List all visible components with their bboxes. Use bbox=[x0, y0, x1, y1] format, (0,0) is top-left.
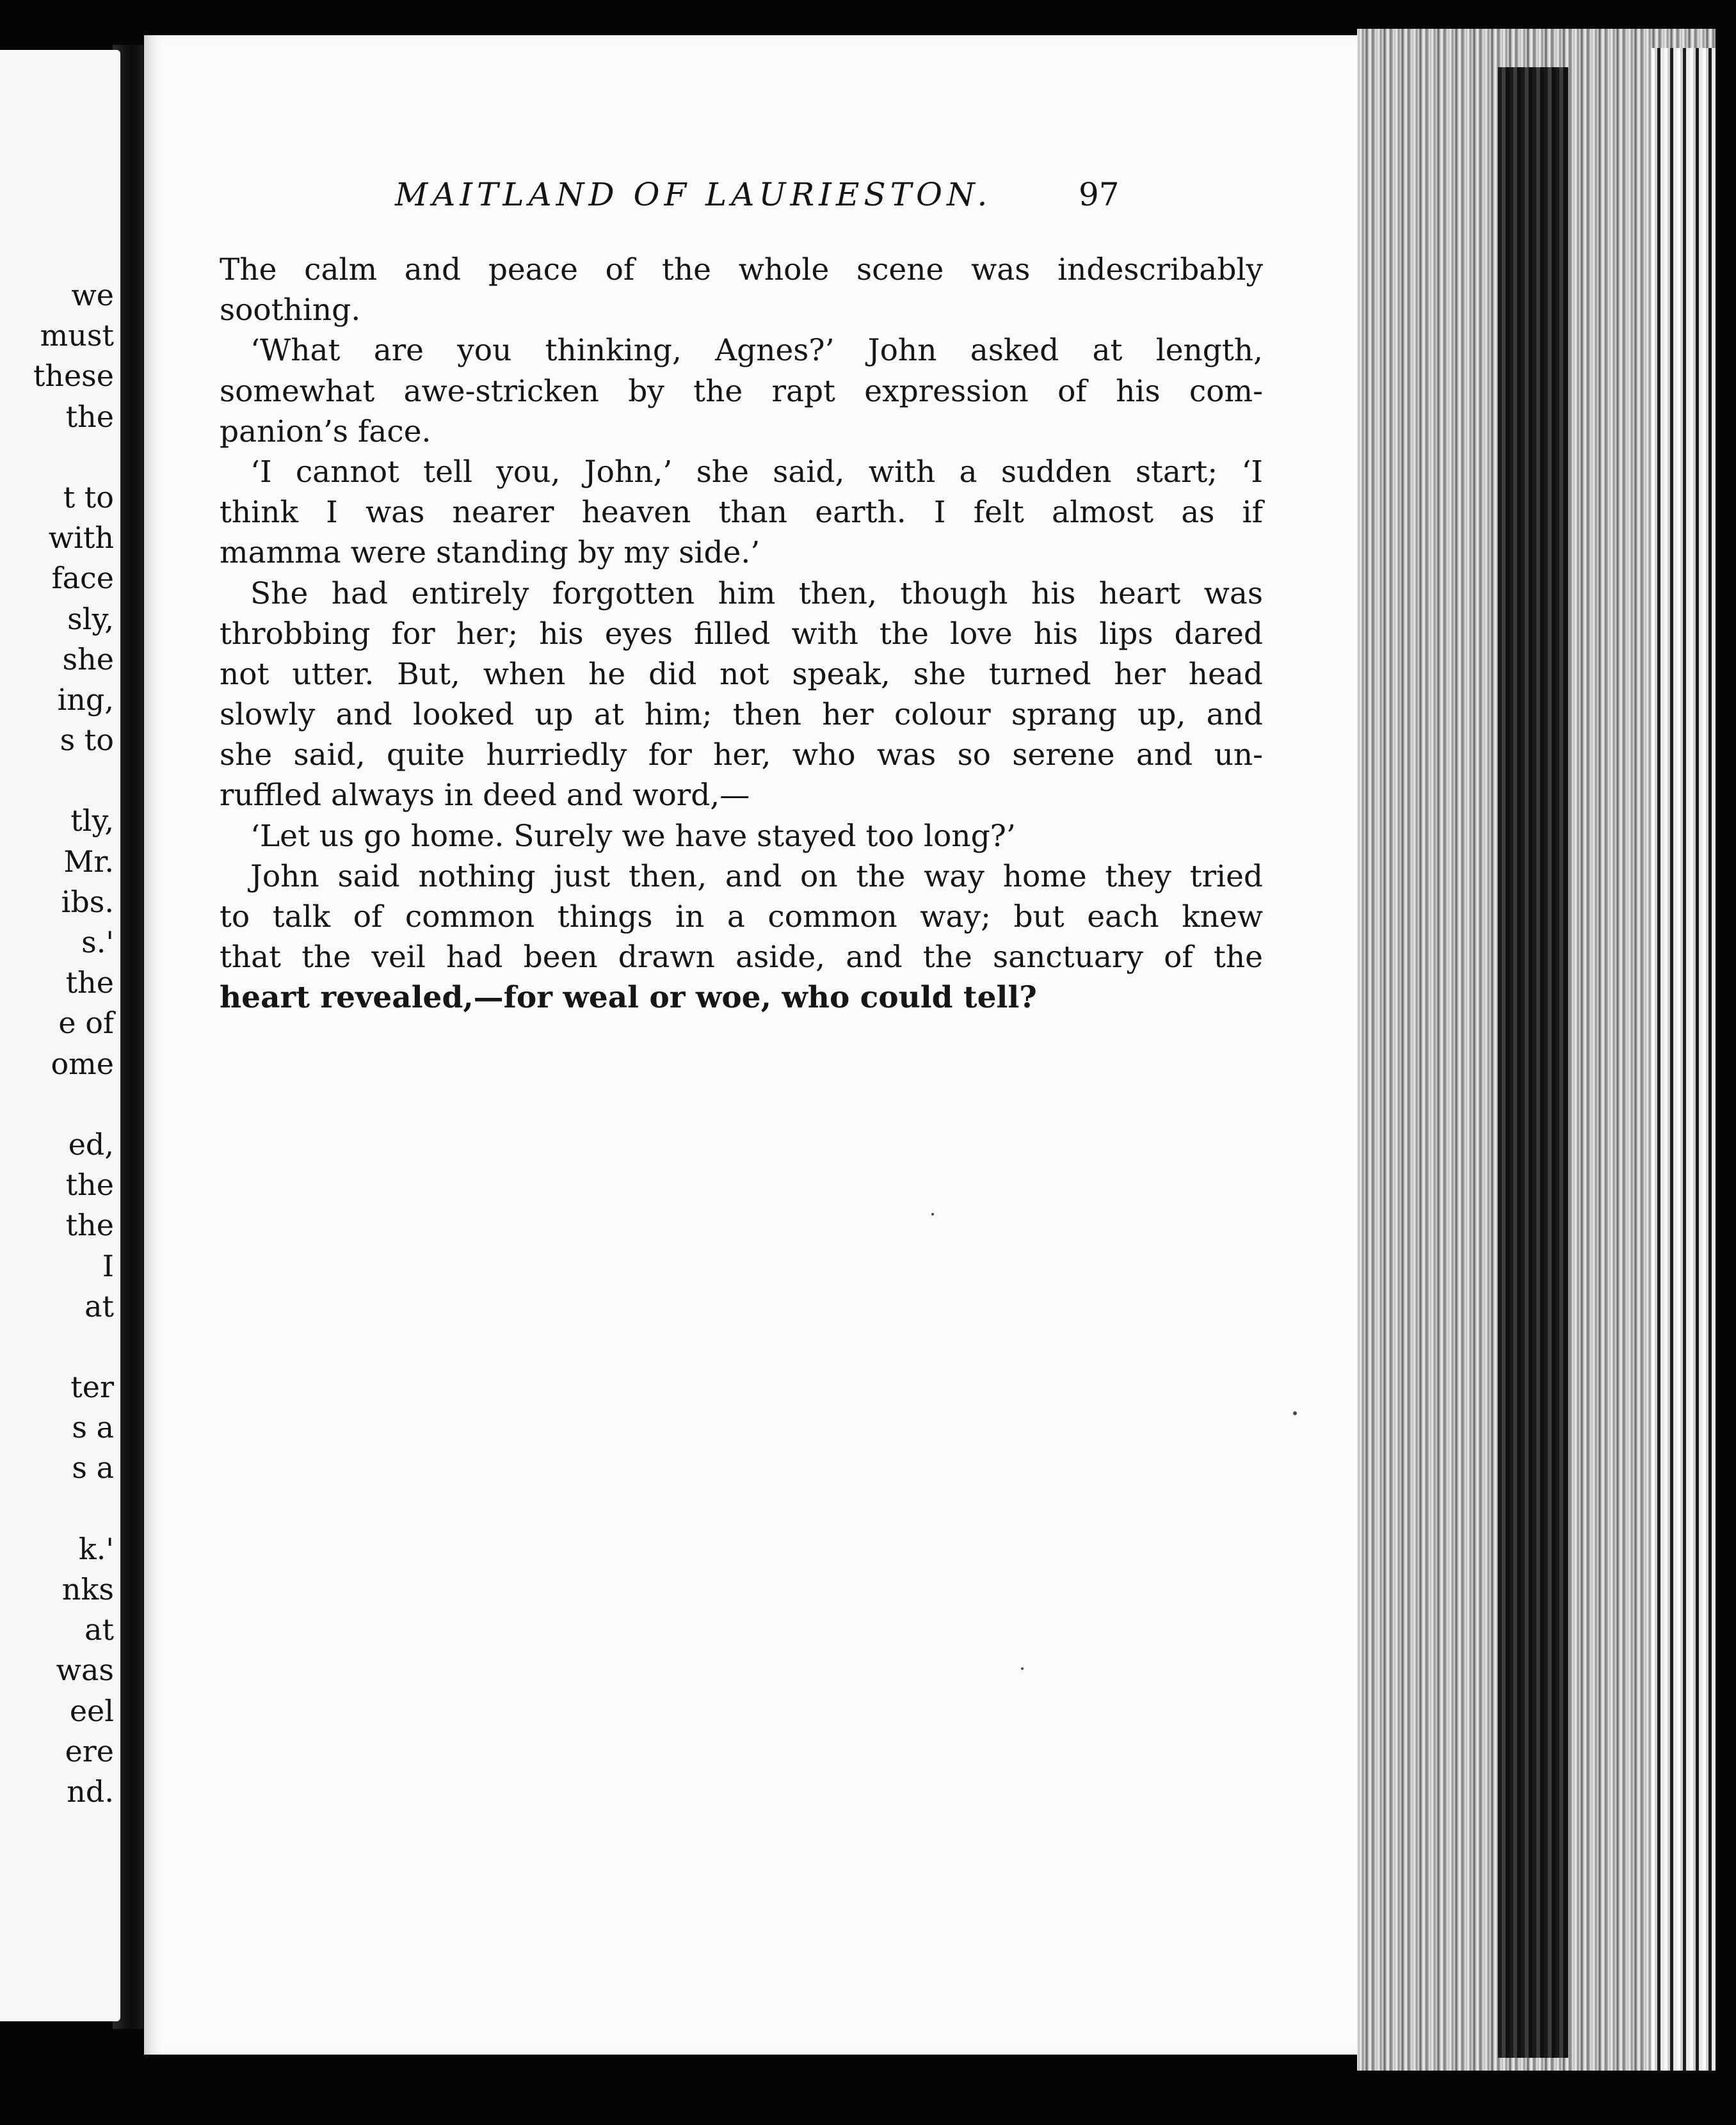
left-fragment bbox=[2, 1327, 114, 1367]
left-fragment: ere bbox=[65, 1733, 114, 1768]
left-fragment: s.' bbox=[81, 925, 114, 959]
text-line: ruffled always in deed and word,— bbox=[220, 778, 750, 814]
left-fragment: was bbox=[56, 1653, 114, 1688]
text-line: not utter. But, when he did not speak, she turned her head bbox=[220, 656, 1263, 692]
left-fragment: face bbox=[51, 561, 114, 596]
text-line: mamma were standing by my side.’ bbox=[220, 535, 760, 571]
left-fragment: with bbox=[48, 520, 114, 556]
text-line: heart revealed,—for weal or woe, who could tell? bbox=[220, 980, 1037, 1016]
paper-speck bbox=[1293, 1411, 1297, 1415]
left-fragment bbox=[2, 1084, 114, 1125]
left-fragment: ter bbox=[70, 1370, 114, 1405]
text-line: soothing. bbox=[220, 293, 361, 328]
left-fragment: nd. bbox=[67, 1774, 114, 1809]
book-page bbox=[144, 35, 1379, 2055]
left-fragment: sly, bbox=[67, 601, 114, 636]
text-line: She had entirely forgotten him then, though his heart was bbox=[250, 575, 1263, 611]
page-number: 97 bbox=[1079, 176, 1120, 213]
text-line: somewhat awe-stricken by the rapt expression of his com- bbox=[220, 373, 1263, 409]
left-fragment: tly, bbox=[70, 803, 114, 838]
left-fragment: ibs. bbox=[61, 884, 114, 919]
left-fragment bbox=[2, 1489, 114, 1529]
left-fragment: s a bbox=[72, 1450, 114, 1486]
left-fragment: k.' bbox=[78, 1531, 114, 1566]
left-fragment: I bbox=[102, 1248, 114, 1283]
text-line: panion’s face. bbox=[220, 413, 431, 449]
left-fragment: eel bbox=[69, 1693, 114, 1728]
text-line: The calm and peace of the whole scene was indescribably bbox=[220, 252, 1263, 287]
left-fragment: the bbox=[65, 399, 114, 434]
left-fragment: ing, bbox=[57, 682, 114, 717]
text-line: she said, quite hurriedly for her, who was so serene and un- bbox=[220, 737, 1263, 773]
text-line: ‘Let us go home. Surely we have stayed too long?’ bbox=[250, 818, 1016, 854]
left-fragment: s to bbox=[60, 723, 114, 758]
left-fragment: the bbox=[65, 1208, 114, 1243]
left-fragment: ome bbox=[51, 1046, 114, 1081]
left-fragment: she bbox=[62, 641, 114, 677]
left-fragment: ed, bbox=[68, 1127, 114, 1162]
left-fragment: s a bbox=[72, 1410, 114, 1445]
text-line: John said nothing just then, and on the way home they tried bbox=[250, 858, 1263, 894]
previous-page-text bbox=[2, 275, 114, 1812]
left-fragment: we bbox=[71, 278, 114, 312]
text-line: slowly and looked up at him; then her colour sprang up, and bbox=[220, 697, 1263, 733]
left-fragment: Mr. bbox=[63, 844, 114, 879]
text-line: ‘I cannot tell you, John,’ she said, with a sudden start; ‘I bbox=[250, 454, 1263, 490]
text-line: ‘What are you thinking, Agnes?’ John asked at length, bbox=[250, 333, 1263, 369]
paper-speck bbox=[1021, 1667, 1024, 1670]
paper-speck bbox=[931, 1213, 934, 1215]
previous-page bbox=[0, 50, 120, 2021]
left-fragment: at bbox=[84, 1288, 114, 1324]
left-fragment: nks bbox=[61, 1572, 114, 1607]
text-line: throbbing for her; his eyes filled with the love his lips dared bbox=[220, 616, 1263, 652]
running-head bbox=[144, 176, 1379, 227]
left-fragment: t to bbox=[63, 479, 114, 515]
running-head-title: MAITLAND OF LAURIESTON. bbox=[395, 176, 992, 213]
left-fragment: the bbox=[65, 965, 114, 1000]
text-line: to talk of common things in a common way; but each knew bbox=[220, 899, 1263, 934]
left-fragment: the bbox=[65, 1167, 114, 1203]
left-fragment: e of bbox=[58, 1006, 114, 1041]
left-fragment bbox=[2, 437, 114, 477]
text-line: that the veil had been drawn aside, and the sanctuary of the bbox=[220, 940, 1263, 975]
left-fragment: at bbox=[84, 1612, 114, 1648]
left-fragment: these bbox=[33, 358, 114, 394]
book-fore-edge bbox=[1357, 29, 1716, 2071]
text-line: think I was nearer heaven than earth. I felt almost as if bbox=[220, 495, 1263, 531]
left-fragment: must bbox=[40, 318, 114, 353]
left-fragment bbox=[2, 760, 114, 801]
body-text bbox=[220, 250, 1263, 1018]
